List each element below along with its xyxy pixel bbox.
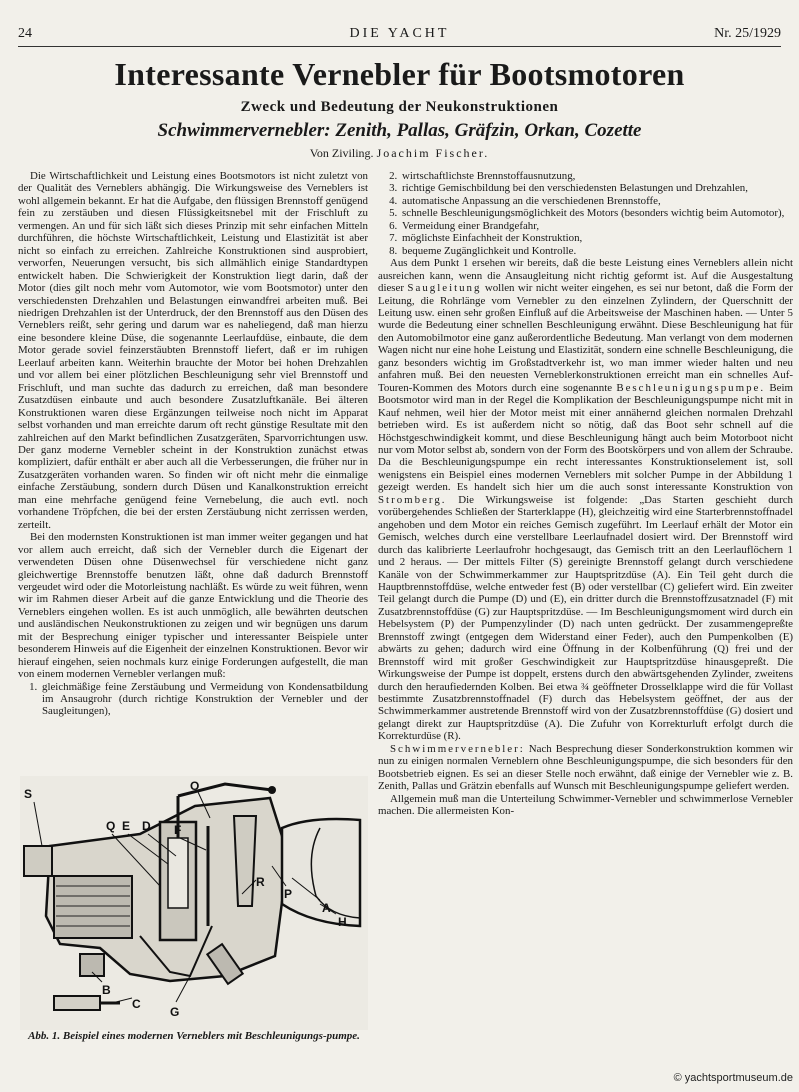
spaced-term: Beschleunigungspumpe. <box>616 381 766 394</box>
right-column <box>378 170 793 818</box>
requirements-list-start <box>18 681 368 718</box>
label-g: G <box>170 1005 180 1019</box>
list-item: 6. Vermeidung einer Brandgefahr, <box>400 220 793 232</box>
text-run: Aus dem Punkt 1 ersehen wir bereits, daß die beste Leistung eines Verneblers allein nicht ausreichen kann, wenn die Ansaugleitung nicht richtig geformt ist. Auf die Ausgestaltung dieser <box>378 257 793 295</box>
article-title: Interessante Vernebler für Bootsmotoren <box>114 56 685 92</box>
label-d: D <box>142 819 151 833</box>
label-h: H <box>338 915 347 929</box>
paragraph: Allgemein muß man die Unterteilung Schwimmer-Vernebler und schwimmerlose Vernebler machen. Die allermeisten Kon- <box>378 792 793 818</box>
page-header <box>18 26 781 46</box>
spaced-term: Stromberg. <box>378 493 447 506</box>
page-number: 24 <box>18 26 32 41</box>
label-a: A <box>322 901 331 915</box>
requirements-list-continued <box>378 170 793 257</box>
carburetor-drawing <box>20 776 368 1030</box>
list-item: 1. gleichmäßige feine Zerstäubung und Vermeidung von Kondensatbildung im Ansaugrohr (durch richtige Konstruktion der Vernebler und der Saugleitungen), <box>40 681 368 718</box>
issue-number: Nr. 25/1929 <box>714 26 781 41</box>
spaced-term: Schwimmervernebler: <box>390 742 525 755</box>
label-p: P <box>284 887 293 901</box>
paragraph: Bei den modernsten Konstruktionen ist man immer weiter gegangen und hat vor allem auch erreicht, daß sich der Vernebler durch die Eigenart der verwendeten Düsen ohne Düsenwechsel für verschiedene nicht ganz gleichwertige Brennstoffe benutzen läßt, ohne daß dadurch Brennstoff vergeudet wird oder die Motorleistung nachläßt. Es würde zu weit führen, wenn wir im Rahmen dieser Arbeit auf die ganze Entwicklung und die Theorie des Verneblers eingehen wollen. Es ist auch unmöglich, alle bewährten deutschen und ausländischen Neukonstruktionen zu zeigen und wir begnügen uns darum mit der Besprechung einiger typischer und interessanter Beispiele unter besonderem Hinweis auf die Eigenheit der einzelnen Konstruktionen. Bevor wir hierauf eingehen, seien nochmals kurz einige Forderungen aufgestellt, die man von einem modernen Vernebler verlangen muß: <box>18 531 368 681</box>
magazine-name: DIE YACHT <box>349 26 450 41</box>
list-item: 3. richtige Gemischbildung bei den verschiedensten Belastungen und Drehzahlen, <box>400 182 793 194</box>
byline <box>0 146 799 161</box>
byline-prefix: Von Ziviling. <box>309 146 374 160</box>
label-b: B <box>102 983 111 997</box>
article-kicker: Schwimmervernebler: Zenith, Pallas, Gräfzin, Orkan, Cozette <box>157 120 642 141</box>
label-c: C <box>132 997 141 1011</box>
paragraph <box>378 257 793 743</box>
byline-author: Joachim Fischer. <box>376 146 490 160</box>
text-run: Die Wirkungsweise ist folgende: „Das Starten geschieht durch vorübergehendes Schließen der Starterklappe (H), gleichzeitig wird eine Starterbrennstoffnadel angehoben und dem Motor ein reiches Gemisch zugeführt. Im Leerlauf erhält der Motor ein Gemisch, welches durch eine verstellbare Leerlaufnadel dosiert wird. Der Brennstoff wird durch das kalibrierte Leerlaufrohr hochgesaugt, das Gemisch tritt an den Leerlauflöchern 1 und 2 heraus. — Der mittels Filter (S) gereinigte Brennstoff gelangt durch verschiedene Kanäle von der Schwimmerkammer zur Hauptspritzdüse (A). Ein Teil geht durch die Hauptbrennstoffdüse, welche entweder fest (B) oder verstellbar (C) geliefert wird. Ein zweiter Teil gelangt durch die Pumpe (D) und (E), ein dritter durch die Brennstoffzusatznadel (F) mit Zusatzbrennstoffdüse (G) zur Hauptspritzdüse. — Im Beschleunigungsmoment wird durch ein Hebelsystem (P) der Pumpenzylinder (D) nach unten gedrückt. Der zusammengepreßte Brennstoff zwingt (entgegen dem Widerstand einer Feder), auch den Pumpenkolben (E) abwärts zu gehen; dadurch wird eine Öffnung in der Kolbenführung (Q) frei und der Brennstoff wird mit großer Geschwindigkeit zur Hauptspritzdüse hinausgepreßt. Die Wirkungsweise der Pumpe ist doppelt, erstens durch den abwärtsgehenden Zylinder, zweitens durch den heraufiedernden Kolben. Bei etwa ¾ geöffneter Drosselklappe wird die für Vollast bestimmte Zusatzbrennstoffnadel (F) durch das Hebelsystem geöffnet, der aus der Schwimmerkammer austretende Brennstoff wird von der Zusatzbrennstoffdüse (G) dosiert und gelangt direkt zur Hauptspritzdüse (A). Die Zufuhr von Korrekturluft erfolgt durch die Korrekturdüse (R). <box>378 493 793 743</box>
list-item: 4. automatische Anpassung an die verschiedenen Brennstoffe, <box>400 195 793 207</box>
text-run: wollen wir nicht weiter eingehen, es sei nur betont, daß die Form der Leitung, die Rohrlänge vom Vernebler zu den einzelnen Zylindern, der Querschnitt der Leitung usw. einen sehr großen Einfluß auf die Arbeitsweise der Maschinen haben. — Unter 5 wurde die Bedeutung einer schnellen Beschleunigung erwähnt. Diese Beschleunigung hat für den Automobilmotor eine ganz außerordentliche Bedeutung. Man verlangt von dem modernen Wagen nicht nur eine hohe Leistung und Elastizität, sondern eine schnelle Beschleunigung, die ganz besonders wichtig im Großstadtverkehr ist, wo man immer wieder halten und neu anfahren muß. Bei den neuesten Verneblerkonstruktionen erreicht man ein schnelles Auf-Touren-Kommen des Motors durch eine sogenannte <box>378 282 793 394</box>
list-item: 2. wirtschaftlichste Brennstoffausnutzung, <box>400 170 793 182</box>
label-o: O <box>190 779 200 793</box>
list-item: 7. möglichste Einfachheit der Konstruktion, <box>400 232 793 244</box>
spaced-term: Saugleitung <box>407 282 482 295</box>
paragraph <box>378 743 793 793</box>
text-run: Beim Bootsmotor wird man in der Regel die Komplikation der Beschleunigungspumpe nicht mit in Kauf nehmen, weil hier der Motor meist mit einer annähernd gleichen normalen Drehzahl betrieben wird. Es ist außerdem nicht so nötig, daß das Boot sehr schnell auf die Höchstgeschwindigkeit kommt, und diese Beschleunigung hängt auch beim Motorboot nicht nur vom Motor selbst ab, sondern von der Form des Bootskörpers und von allem der Schraube. Da die Beschleunigungspumpe ein recht interessantes Konstruktionselement ist, soll wenigstens ein Beispiel eines modernen Verneblers mit solcher Pumpe in der Abbildung 1 gezeigt werden. Es handelt sich hier um die auch sonst interessante Konstruktion von <box>378 381 793 494</box>
figure-caption: Abb. 1. Beispiel eines modernen Verneblers mit Beschleunigungs-pumpe. <box>28 1030 360 1042</box>
left-column <box>18 170 368 718</box>
list-item: 5. schnelle Beschleunigungsmöglichkeit des Motors (besonders wichtig beim Automotor), <box>400 207 793 219</box>
list-item: 8. bequeme Zugänglichkeit und Kontrolle. <box>400 245 793 257</box>
label-e: E <box>122 819 131 833</box>
paragraph: Die Wirtschaftlichkeit und Leistung eines Bootsmotors ist nicht zuletzt von der Qualität des Verneblers abhängig. Die Wirkungsweise des Verneblers ist wohl allgemein bekannt. Er hat die Aufgabe, den flüssigen Brennstoff genügend fein zu zerstäuben und diesen Flüssigkeitsnebel mit der Frischluft zu vermengen. An und für sich läßt sich dieses Prinzip mit sehr einfachen Mitteln durchführen, die höchste Wirtschaftlichkeit, Leistung und Elastizität ist aber nicht so einfach zu erreichen. Zahlreiche Konstruktionen sind ausprobiert, verworfen, Neuerungen versucht, bis sich allmählich einige Standardtypen entwickelt haben. Die Schwierigkeit der Konstruktion liegt darin, daß der Motor (dies gilt noch mehr vom Automotor, wie vom Bootsmotor) unter den verschiedensten Drehzahlen und Belastungen einwandfrei arbeiten muß. Bei niedrigen Drehzahlen ist der Unterdruck, der den Brennstoff aus den Düsen des Verneblers reißt, sehr gering und darum war es naheliegend, daß man hierzu eine besondere kleine Düse, die sogenannte Leerlaufdüse, einbaute, die dem Motor gerade soviel feinzerstäubten Brennstoff liefert, daß er im ruhigen Leerlauf arbeiten kann. Weiterhin brauchte der Motor bei hohen Drehzahlen und vor allem bei einer plötzlichen Beschleunigung sehr viel Brennstoff und Frischluft, und man suchte das dadurch zu erreichen, daß man besondere Zusatzdüsen einbaute und auch besondere Zusatzluftkanäle. Bei älteren Konstruktionen waren diese Ergänzungen teilweise noch nicht im Apparat selbst vorhanden und man erreichte darum oft recht günstige Resultate mit den zahlreichen auf den Markt befindlichen Zusatzgeräten, Sparvorrichtungen usw. Der ganz moderne Vernebler scheint in der Konstruktion zunächst etwas kompliziert, dafür enthält er aber auch all die Verbesserungen, die früher nur in Zusatzgeräten vorhanden waren. So finden wir oft nicht mehr die einmalige einfache Zerstäubung, sondern durch Düsen und Kanalkonstruktion erreicht man eine mehrfache genügend feine Vernebelung, die auch evtl. noch vorhandene Tröpfchen, die bei der ersten Zerstäubung nicht zerrissen werden, zerteilt. <box>18 170 368 531</box>
article-subtitle: Zweck und Bedeutung der Neukonstruktionen <box>240 99 559 115</box>
carburetor-figure <box>20 776 368 1030</box>
text-run: Nach Besprechung dieser Sonderkonstruktion kommen wir nun zu einigen normalen Verneblern ohne Beschleunigungspumpe, die sich besonders für den Bootsbetrieb eignen. Es sei an dieser Stelle noch erwähnt, daß einige der Vernebler wie z. B. Zenith, Pallas und Grätzin ebenfalls auf Wunsch mit Beschleunigungspumpe geliefert werden. <box>378 742 793 793</box>
label-s: S <box>24 787 33 801</box>
label-f: F <box>174 823 182 837</box>
label-r: R <box>256 875 265 889</box>
header-rule <box>18 46 781 47</box>
watermark: © yachtsportmuseum.de <box>673 1072 793 1084</box>
label-q: Q <box>106 819 116 833</box>
